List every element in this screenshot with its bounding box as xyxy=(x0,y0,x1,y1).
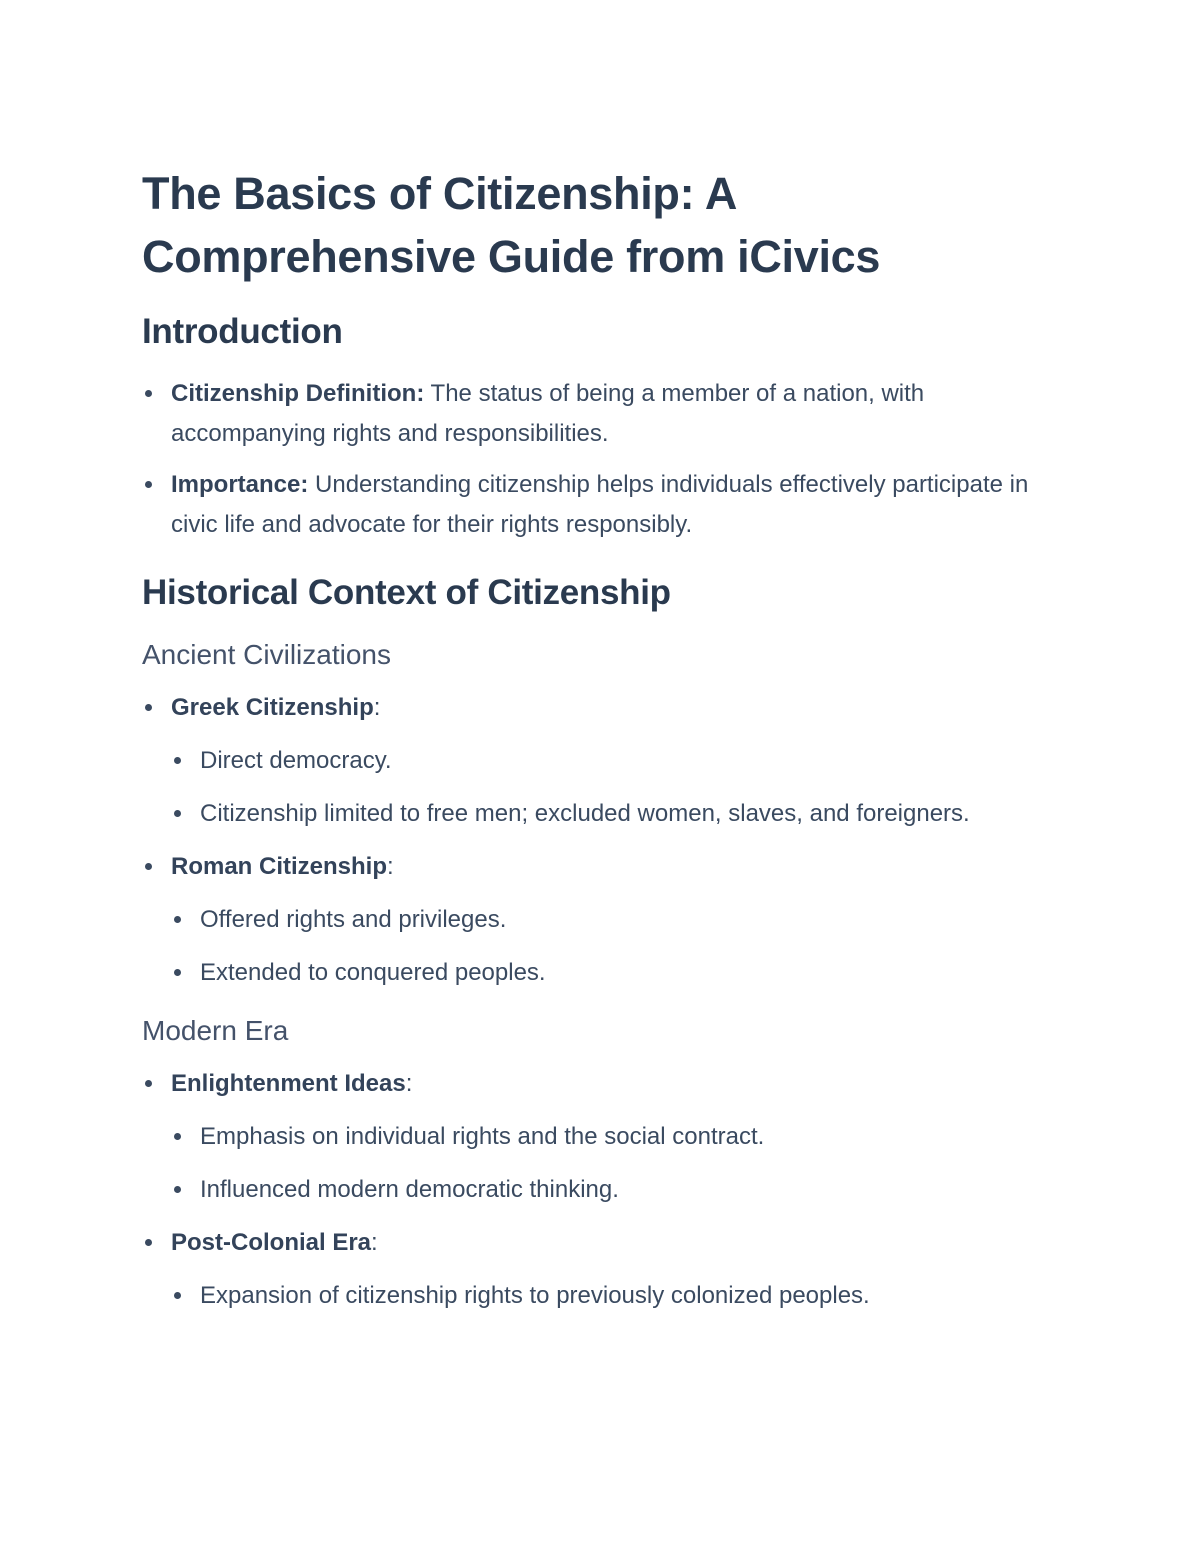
bullet-icon xyxy=(145,481,152,488)
item-suffix: : xyxy=(387,853,394,880)
greek-sublist xyxy=(171,741,1062,834)
item-label: Post-Colonial Era xyxy=(171,1229,372,1256)
list-item xyxy=(171,900,1062,940)
list-item xyxy=(171,1276,1062,1316)
item-text: Expansion of citizenship rights to previously colonized peoples. xyxy=(200,1282,870,1309)
list-item xyxy=(171,1117,1062,1157)
list-item xyxy=(171,794,1062,834)
list-item-enlightenment-ideas xyxy=(142,1064,1062,1210)
bullet-icon xyxy=(145,1239,152,1246)
bullet-icon xyxy=(174,969,181,976)
item-suffix: : xyxy=(371,1229,378,1256)
list-item xyxy=(171,953,1062,993)
item-suffix: : xyxy=(405,1070,413,1097)
roman-sublist xyxy=(171,900,1062,993)
bullet-icon xyxy=(174,916,181,923)
item-text: Offered rights and privileges. xyxy=(200,906,507,933)
item-text: The status of being a member of a nation, with accompanying rights and responsibilities. xyxy=(171,380,925,447)
list-item xyxy=(171,1170,1062,1210)
bullet-icon xyxy=(174,1292,181,1299)
document-title: The Basics of Citizenship: A Comprehensive Guide from iCivics xyxy=(142,168,881,282)
bullet-icon xyxy=(174,1133,181,1140)
item-label: Importance: xyxy=(171,471,309,498)
document-page xyxy=(142,162,1062,1316)
ancient-list xyxy=(142,688,1062,993)
list-item-greek-citizenship xyxy=(142,688,1062,834)
item-label: Citizenship Definition: xyxy=(171,380,425,407)
list-item-importance xyxy=(142,465,1062,545)
bullet-icon xyxy=(145,704,152,711)
item-text: Citizenship limited to free men; excluded women, slaves, and foreigners. xyxy=(200,800,970,827)
item-label: Greek Citizenship xyxy=(171,694,374,721)
introduction-list xyxy=(142,374,1062,545)
item-suffix: : xyxy=(373,694,381,721)
bullet-icon xyxy=(145,390,152,397)
list-item-roman-citizenship xyxy=(142,847,1062,993)
section-heading-historical-context: Historical Context of Citizenship xyxy=(142,573,671,612)
enlightenment-sublist xyxy=(171,1117,1062,1210)
item-text: Understanding citizenship helps individuals effectively participate in civic life and advocate for their rights responsibly. xyxy=(171,471,1029,538)
bullet-icon xyxy=(174,1186,181,1193)
bullet-icon xyxy=(174,810,181,817)
item-label: Roman Citizenship xyxy=(171,853,388,880)
subsection-heading-modern: Modern Era xyxy=(142,1015,289,1046)
item-text: Extended to conquered peoples. xyxy=(200,959,546,986)
list-item xyxy=(171,741,1062,781)
section-heading-introduction: Introduction xyxy=(142,312,343,351)
item-text: Emphasis on individual rights and the social contract. xyxy=(200,1123,765,1150)
subsection-heading-ancient: Ancient Civilizations xyxy=(142,639,391,670)
list-item-citizenship-definition xyxy=(142,374,1062,454)
bullet-icon xyxy=(145,863,152,870)
bullet-icon xyxy=(174,757,181,764)
bullet-icon xyxy=(145,1080,152,1087)
item-label: Enlightenment Ideas xyxy=(171,1070,406,1097)
list-item-post-colonial-era xyxy=(142,1223,1062,1316)
item-text: Influenced modern democratic thinking. xyxy=(200,1176,619,1203)
item-text: Direct democracy. xyxy=(200,747,392,774)
post-colonial-sublist xyxy=(171,1276,1062,1316)
modern-list xyxy=(142,1064,1062,1316)
